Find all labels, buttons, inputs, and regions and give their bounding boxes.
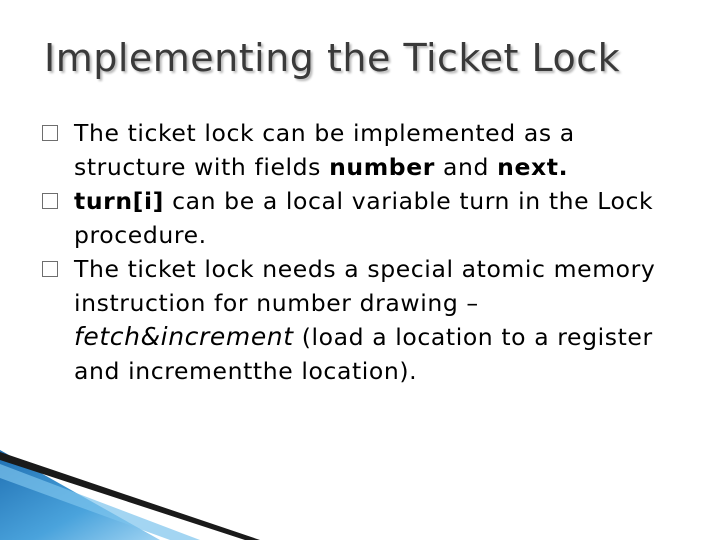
bullet-list (42, 116, 682, 388)
bullet-text: and (434, 153, 498, 181)
bold-term-number: number (329, 153, 435, 181)
bullet-box-icon (42, 125, 58, 141)
bold-term-turn: turn[i] (74, 187, 165, 215)
bullet-text: (load a location to a register and incrementthe location). (74, 323, 653, 385)
corner-decoration (0, 450, 260, 540)
bullet-box-icon (42, 193, 58, 209)
bullet-text: The ticket lock needs a special atomic memory instruction for number drawing – (74, 255, 656, 317)
bullet-item-turn (42, 184, 682, 252)
bold-term-next: next. (497, 153, 569, 181)
bullet-item-atomic (42, 252, 682, 388)
italic-term-fetch-increment: fetch&increment (74, 322, 294, 351)
slide-title: Implementing the Ticket Lock (44, 36, 621, 80)
bullet-item-structure (42, 116, 682, 184)
bullet-text: can be a local variable turn in the Lock procedure. (74, 187, 654, 249)
bullet-box-icon (42, 261, 58, 277)
bullet-text: The ticket lock can be implemented as a structure with fields (74, 119, 575, 181)
